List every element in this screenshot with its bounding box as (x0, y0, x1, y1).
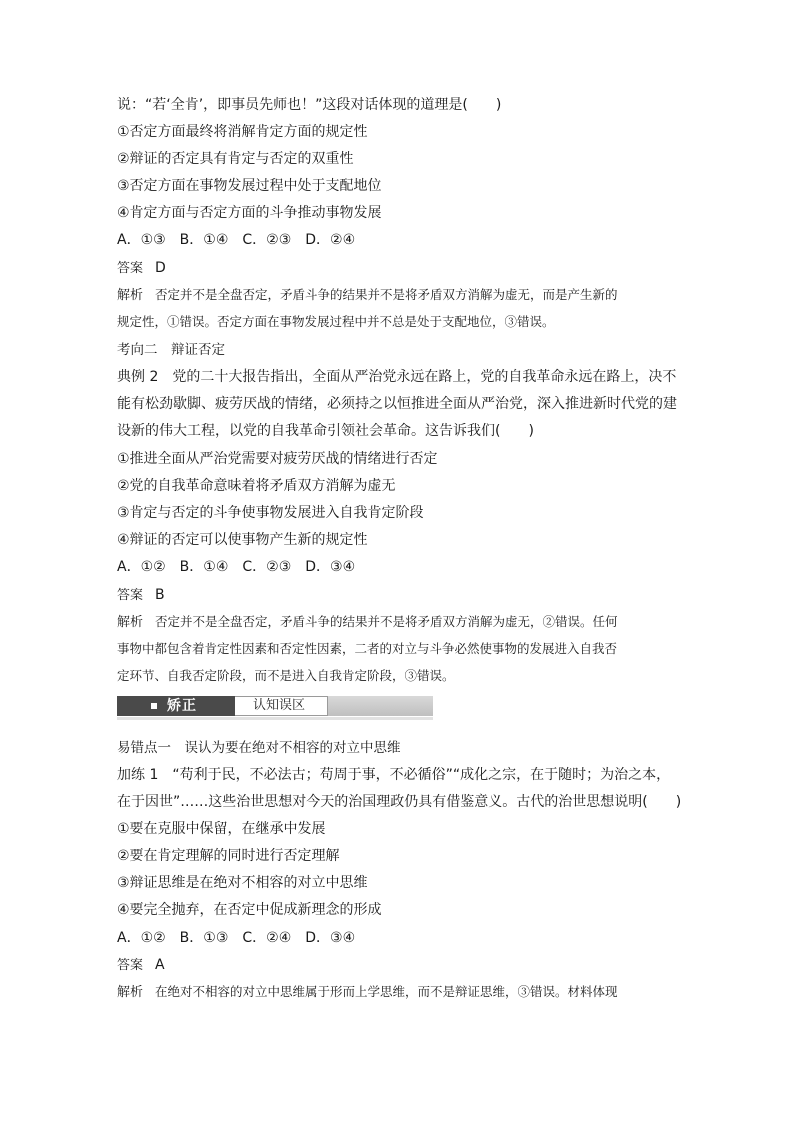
option-1: ①推进全面从严治党需要对疲劳厌战的情绪进行否定 (117, 451, 438, 467)
analysis-label: 解析 (117, 288, 144, 303)
analysis-line (117, 982, 618, 1003)
analysis-line (117, 285, 618, 306)
analysis-line (117, 612, 618, 633)
square-bullet-icon (151, 703, 157, 709)
option-3: ③肯定与否定的斗争使事物发展进入自我肯定阶段 (117, 505, 424, 521)
banner-underline (117, 717, 433, 720)
question-stem: 设新的伟大工程，以党的自我革命引领社会革命。这告诉我们( ) (117, 423, 534, 439)
analysis-text: 在绝对不相容的对立中思维属于形而上学思维，而不是辩证思维，③错误。材料体现 (155, 984, 618, 999)
answer-label: 答案 (117, 958, 144, 973)
answer-value: D (155, 260, 166, 276)
question-stem-tail: 说：“若‘全肯’，即事员先师也！”这段对话体现的道理是( ) (117, 97, 502, 113)
banner-title: 矫正 (167, 698, 197, 714)
answer-choices: A．①② B．①④ C．②③ D．③④ (117, 559, 356, 575)
option-2: ②辩证的否定具有肯定与否定的双重性 (117, 151, 354, 167)
answer-choices: A．①③ B．①④ C．②③ D．②④ (117, 232, 356, 248)
answer-label: 答案 (117, 588, 144, 603)
answer-value: B (155, 587, 165, 603)
analysis-text: 否定并不是全盘否定，矛盾斗争的结果并不是将矛盾双方消解为虚无，而是产生新的 (155, 287, 618, 302)
option-4: ④要完全抛弃，在否定中促成新理念的形成 (117, 902, 382, 918)
question-stem: 能有松劲歇脚、疲劳厌战的情绪，必须持之以恒推进全面从严治党，深入推进新时代党的建 (117, 396, 677, 412)
option-3: ③辩证思维是在绝对不相容的对立中思维 (117, 875, 368, 891)
answer-line (117, 258, 166, 279)
section-heading: 易错点一 误认为要在绝对不相容的对立中思维 (117, 740, 401, 756)
option-4: ④辩证的否定可以使事物产生新的规定性 (117, 532, 368, 548)
option-2: ②要在肯定理解的同时进行否定理解 (117, 848, 340, 864)
analysis-label: 解析 (117, 615, 144, 630)
banner-title-box (117, 696, 235, 716)
answer-label: 答案 (117, 261, 144, 276)
option-4: ④肯定方面与否定方面的斗争推动事物发展 (117, 205, 382, 221)
question-stem: 加练 1 “苟利于民，不必法古；苟周于事，不必循俗”“成化之宗，在于随时；为治之本， (117, 767, 671, 783)
analysis-text: 否定并不是全盘否定，矛盾斗争的结果并不是将矛盾双方消解为虚无，②错误。任何 (155, 614, 618, 629)
section-heading: 考向二 辩证否定 (117, 342, 225, 358)
answer-line (117, 585, 165, 606)
question-stem: 在于因世”……这些治世思想对今天的治国理政仍具有借鉴意义。古代的治世思想说明( ) (117, 794, 682, 810)
analysis-text: 定环节、自我否定阶段，而不是进入自我肯定阶段，③错误。 (117, 668, 455, 683)
analysis-label: 解析 (117, 985, 144, 1000)
analysis-text: 事物中都包含着肯定性因素和否定性因素，二者的对立与斗争必然使事物的发展进入自我否 (117, 641, 618, 656)
option-1: ①要在克服中保留，在继承中发展 (117, 821, 326, 837)
answer-choices: A．①② B．①③ C．②④ D．③④ (117, 930, 356, 946)
option-2: ②党的自我革命意味着将矛盾双方消解为虚无 (117, 478, 396, 494)
option-3: ③否定方面在事物发展过程中处于支配地位 (117, 178, 382, 194)
analysis-text: 规定性，①错误。否定方面在事物发展过程中并不总是处于支配地位，③错误。 (117, 314, 555, 329)
question-stem: 典例 2 党的二十大报告指出，全面从严治党永远在路上，党的自我革命永远在路上，决不 (117, 369, 677, 385)
answer-line (117, 955, 165, 976)
section-banner (117, 696, 433, 722)
option-1: ①否定方面最终将消解肯定方面的规定性 (117, 124, 368, 140)
banner-tag: 认知误区 (235, 696, 328, 716)
answer-value: A (155, 957, 165, 973)
